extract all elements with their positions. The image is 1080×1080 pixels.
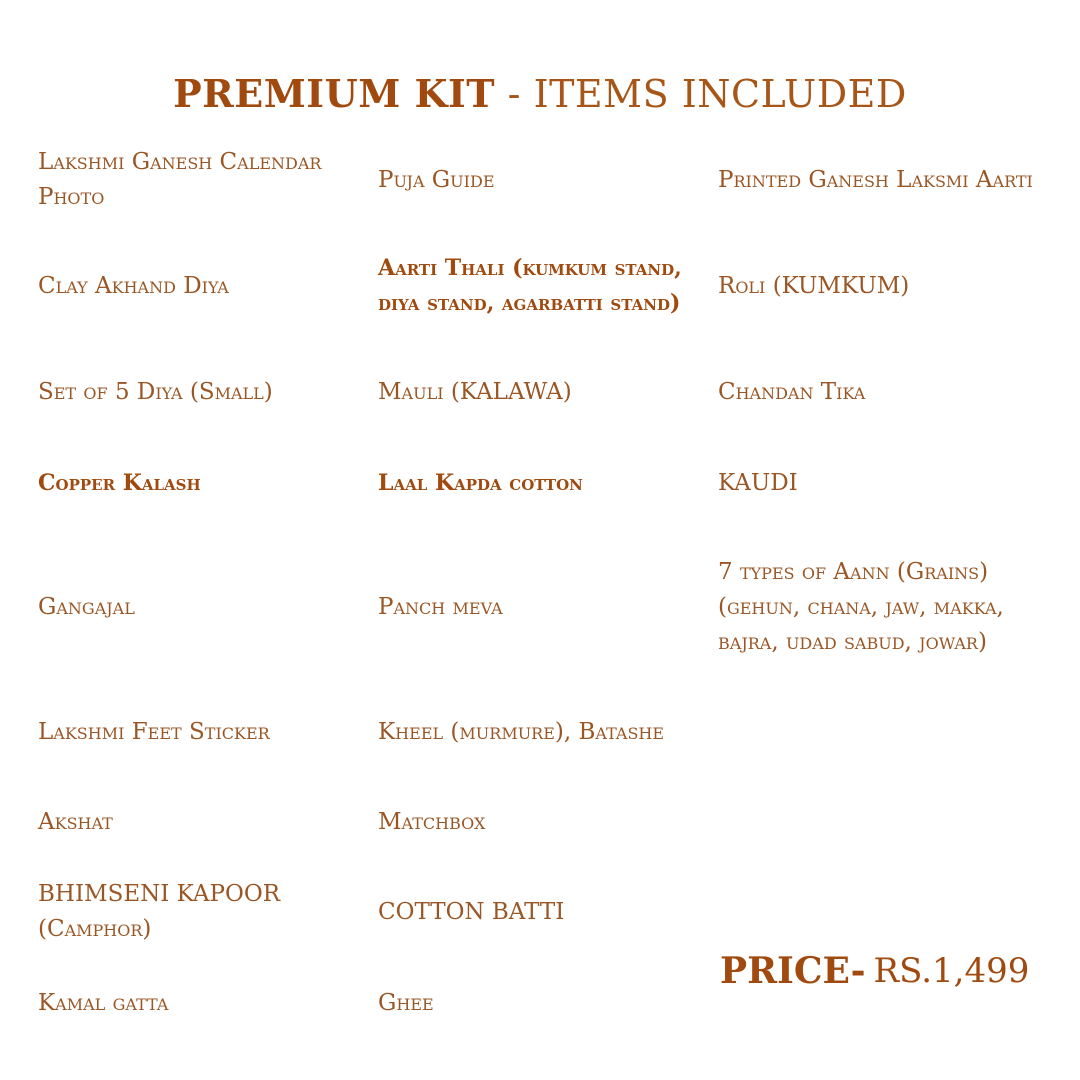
- item-ghee: Ghee: [378, 989, 434, 1016]
- item-chandan-tika: Chandan Tika: [718, 378, 866, 405]
- page-title: [0, 70, 1080, 118]
- title-rest: - ITEMS INCLUDED: [495, 72, 907, 116]
- item-calendar-photo: Lakshmi Ganesh Calendar Photo: [38, 149, 322, 210]
- item-bhimseni-kapoor: BHIMSENI KAPOOR (Camphor): [38, 881, 281, 942]
- item-7-types-aann: 7 types of Aann (Grains) (gehun, chana, jaw, makka, bajra, udad sabud, jowar): [718, 558, 1004, 655]
- item-set-of-5-diya: Set of 5 Diya (Small): [38, 378, 273, 405]
- item-laal-kapda: Laal Kapda cotton: [378, 469, 583, 496]
- title-strong: PREMIUM KIT: [173, 71, 496, 116]
- item-mauli: Mauli (KALAWA): [378, 378, 572, 405]
- item-matchbox: Matchbox: [378, 808, 486, 835]
- item-kaudi: KAUDI: [718, 469, 798, 496]
- item-lakshmi-feet-sticker: Lakshmi Feet Sticker: [38, 718, 270, 745]
- item-aarti-thali: Aarti Thali (kumkum stand, diya stand, agarbatti stand): [378, 255, 682, 316]
- item-panch-meva: Panch meva: [378, 593, 503, 620]
- price-label: PRICE-: [720, 950, 866, 992]
- item-clay-akhand-diya: Clay Akhand Diya: [38, 272, 229, 299]
- item-gangajal: Gangajal: [38, 593, 135, 620]
- item-printed-aarti: Printed Ganesh Laksmi Aarti: [718, 166, 1033, 193]
- price-value: RS.1,499: [873, 951, 1030, 991]
- item-roli: Roli (KUMKUM): [718, 272, 910, 299]
- item-copper-kalash: Copper Kalash: [38, 469, 201, 496]
- price-tag: [720, 946, 1029, 996]
- item-cotton-batti: COTTON BATTI: [378, 898, 565, 925]
- item-puja-guide: Puja Guide: [378, 166, 495, 193]
- item-kheel-batashe: Kheel (murmure), Batashe: [378, 718, 665, 745]
- item-kamal-gatta: Kamal gatta: [38, 989, 169, 1016]
- item-akshat: Akshat: [38, 808, 113, 835]
